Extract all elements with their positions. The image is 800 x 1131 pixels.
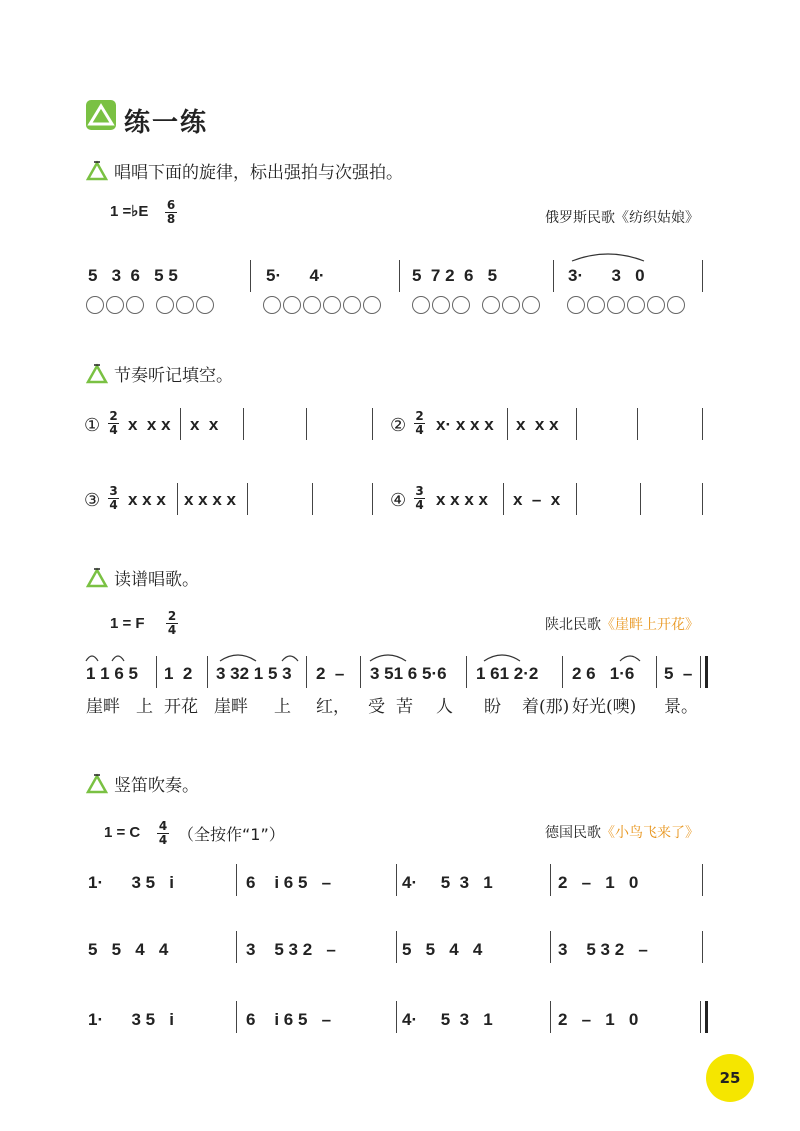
rhythm-number-3: ③ bbox=[84, 490, 101, 511]
ex1-measure-2: 5· 4· bbox=[266, 266, 325, 285]
rhythm-4-measure-1: x x x x bbox=[436, 490, 488, 509]
triangle-icon bbox=[86, 160, 108, 186]
ex3-time-signature: 2 4 bbox=[167, 609, 177, 637]
ex4-r3-m1: 1· 3 5 i bbox=[88, 1010, 174, 1029]
rhythm-1-measure-1: x x x bbox=[128, 415, 171, 434]
ex4-r3-m3: 4· 5 3 1 bbox=[402, 1010, 493, 1029]
rhythm-time-3: 3 4 bbox=[109, 484, 118, 512]
rhythm-2-measure-1: x· x x x bbox=[436, 415, 494, 434]
ex3-source: 陕北民歌《崖畔上开花》 bbox=[545, 617, 699, 633]
ex4-r2-m4: 3 5 3 2 – bbox=[558, 940, 648, 959]
rhythm-2-measure-2: x x x bbox=[516, 415, 559, 434]
ex2-instruction: 节奏听记填空。 bbox=[114, 366, 233, 386]
ex1-measure-4: 3· 3 0 bbox=[568, 266, 645, 285]
ex4-r2-m1: 5 5 4 4 bbox=[88, 940, 169, 959]
ex4-r1-m4: 2 – 1 0 bbox=[558, 873, 639, 892]
ex1-circles-3 bbox=[412, 296, 542, 318]
section-title: 练一练 bbox=[124, 108, 209, 138]
final-barline bbox=[705, 656, 708, 688]
ex1-tie bbox=[568, 248, 648, 267]
rhythm-time-2: 2 4 bbox=[415, 409, 424, 437]
lyric-9: 人 bbox=[436, 697, 453, 717]
ex1-measure-1: 5 3 6 5 5 bbox=[88, 266, 178, 285]
final-barline bbox=[705, 1001, 708, 1033]
ex1-source: 俄罗斯民歌《纺织姑娘》 bbox=[545, 210, 699, 226]
lyric-8: 苦 bbox=[396, 697, 413, 717]
section-icon bbox=[86, 100, 116, 130]
ex3-instruction: 读谱唱歌。 bbox=[114, 570, 199, 590]
ex4-r1-m1: 1· 3 5 i bbox=[88, 873, 174, 892]
lyric-11: 着(那) bbox=[522, 697, 570, 717]
lyric-6: 红， bbox=[316, 697, 350, 717]
ex4-instruction: 竖笛吹奏。 bbox=[114, 776, 199, 796]
lyric-7: 受 bbox=[368, 697, 385, 717]
ex4-r3-m2: 6 i 6 5 – bbox=[246, 1010, 332, 1029]
ex1-measure-3: 5 7 2 6 5 bbox=[412, 266, 498, 285]
ex3-measure-5: 3 51 6 5·6 bbox=[370, 664, 447, 683]
ex1-instruction: 唱唱下面的旋律，标出强拍与次强拍。 bbox=[114, 163, 403, 183]
ex4-time-signature: 4 4 bbox=[158, 819, 168, 847]
lyric-13: 景。 bbox=[664, 697, 698, 717]
rhythm-1-measure-2: x x bbox=[190, 415, 219, 434]
ex1-circles-4 bbox=[567, 296, 687, 318]
lyric-4: 崖畔 bbox=[214, 697, 248, 717]
rhythm-3-measure-2: x x x x bbox=[184, 490, 236, 509]
lyric-2: 上 bbox=[136, 697, 153, 717]
ex1-time-signature: 6 8 bbox=[166, 198, 176, 226]
ex3-measure-2: 1 2 bbox=[164, 664, 193, 683]
lyric-3: 开花 bbox=[164, 697, 198, 717]
rhythm-number-1: ① bbox=[84, 415, 101, 436]
ex4-fingering: （全按作“1”） bbox=[178, 825, 285, 844]
ex1-circles-2 bbox=[263, 296, 383, 318]
ex1-key: 1 =♭E bbox=[110, 203, 149, 220]
ex3-measure-1: 1 1 6 5 bbox=[86, 664, 138, 683]
ex3-measure-8: 5 – bbox=[664, 664, 693, 683]
ex4-key: 1 = C bbox=[104, 824, 141, 841]
page-number: 25 bbox=[706, 1054, 754, 1102]
ex4-r2-m2: 3 5 3 2 – bbox=[246, 940, 336, 959]
lyric-1: 崖畔 bbox=[86, 697, 120, 717]
rhythm-number-2: ② bbox=[390, 415, 407, 436]
triangle-icon bbox=[86, 773, 108, 799]
ex4-r1-m2: 6 i 6 5 – bbox=[246, 873, 332, 892]
lyric-12: 好光(噢) bbox=[572, 697, 637, 717]
rhythm-time-1: 2 4 bbox=[109, 409, 118, 437]
rhythm-3-measure-1: x x x bbox=[128, 490, 166, 509]
ex4-r1-m3: 4· 5 3 1 bbox=[402, 873, 493, 892]
ex1-circles-1 bbox=[86, 296, 216, 318]
triangle-icon bbox=[86, 567, 108, 593]
ex3-measure-4: 2 – bbox=[316, 664, 345, 683]
rhythm-number-4: ④ bbox=[390, 490, 407, 511]
ex3-measure-7: 2 6 1·6 bbox=[572, 664, 635, 683]
ex3-measure-6: 1 61 2·2 bbox=[476, 664, 539, 683]
ex4-source: 德国民歌《小鸟飞来了》 bbox=[545, 825, 699, 841]
ex4-r2-m3: 5 5 4 4 bbox=[402, 940, 483, 959]
triangle-icon bbox=[86, 363, 108, 389]
lyric-5: 上 bbox=[274, 697, 291, 717]
rhythm-4-measure-2: x – x bbox=[513, 490, 561, 509]
ex4-r3-m4: 2 – 1 0 bbox=[558, 1010, 639, 1029]
ex3-measure-3: 3 32 1 5 3 bbox=[216, 664, 292, 683]
ex3-key: 1 = F bbox=[110, 615, 145, 632]
lyric-10: 盼 bbox=[484, 697, 501, 717]
rhythm-time-4: 3 4 bbox=[415, 484, 424, 512]
